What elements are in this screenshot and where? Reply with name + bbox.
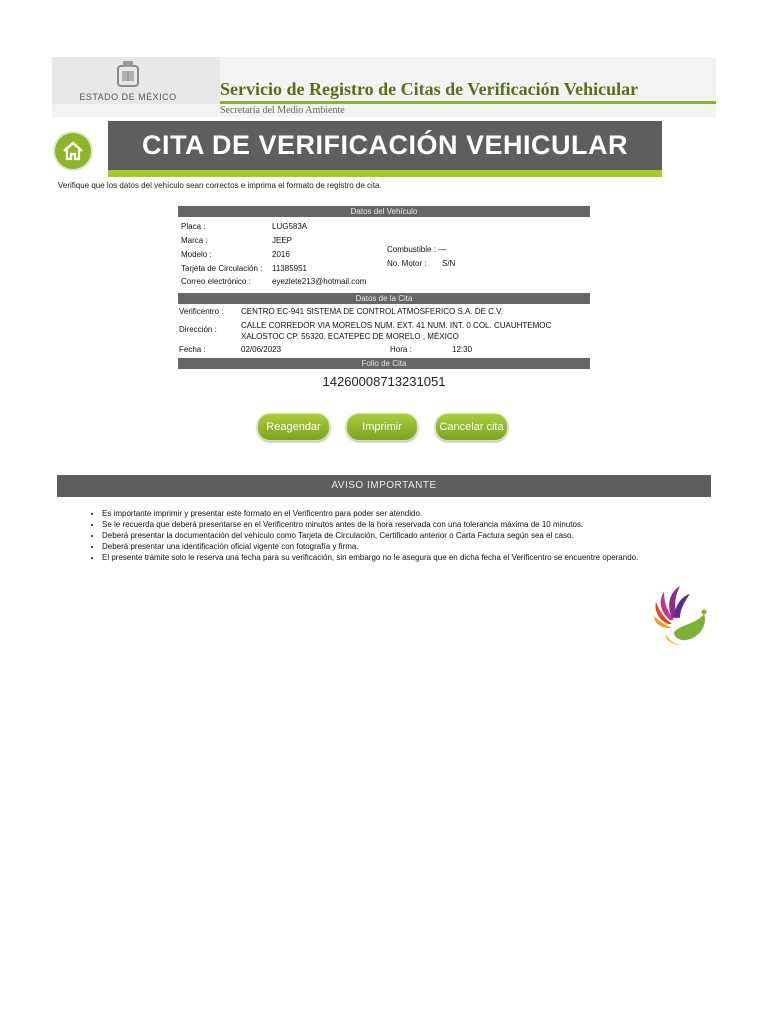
verificentro-label: Verificentro : — [179, 307, 224, 316]
correo-value: eyezlete213@hotmail.com — [272, 277, 367, 286]
banner-title: CITA DE VERIFICACIÓN VEHICULAR — [141, 130, 628, 160]
vehicle-section-heading: Datos del Vehículo — [178, 206, 590, 217]
home-button[interactable] — [53, 131, 93, 171]
list-item: • Se le recuerda que deberá presentarse en el Verificentro minutos antes de la hora reservada con una tolerancia máxima de 10 minutos. — [102, 519, 682, 530]
instructions-text: Verifique que los datos del vehículo sean correctos e imprima el formato de registro de cita. — [58, 181, 382, 190]
cita-section-heading: Datos de la Cita — [178, 293, 590, 304]
correo-label: Correo electrónico : — [181, 277, 251, 286]
home-icon — [61, 139, 85, 163]
hora-label: Hora : — [390, 345, 412, 354]
page-header — [52, 57, 716, 117]
motor-label: No. Motor : — [387, 259, 427, 268]
list-item: • El presente trámite solo le reserva una fecha para su verificación, sin embargo no le asegura que en dicha fecha el Verificentro se encuentre operando. — [102, 552, 682, 563]
page-title: Servicio de Registro de Citas de Verificación Vehicular — [220, 79, 639, 99]
direccion-label: Dirección : — [179, 325, 217, 334]
imprimir-button[interactable]: Imprimir — [346, 413, 418, 441]
placa-label: Placa : — [181, 222, 206, 231]
notice-heading: AVISO IMPORTANTE — [57, 475, 711, 497]
folio-number: 14260008713231051 — [322, 374, 446, 389]
bird-logo-icon — [652, 584, 716, 650]
direccion-value: CALLE CORREDOR VIA MORELOS NUM. EXT. 41 NUM. INT. 0 COL. CUAUHTEMOC XALOSTOC CP. 55320. ECATEPEC DE MORELO , MÉXICO — [241, 321, 552, 341]
motor-value: S/N — [442, 259, 456, 268]
notice-list — [90, 508, 682, 563]
title-banner — [108, 121, 662, 170]
state-name: ESTADO DE MÉXICO — [79, 92, 177, 102]
state-emblem-icon — [114, 60, 142, 90]
list-item: • Deberá presentar la documentación del vehículo como Tarjeta de Circulación, Certificado anterior o Carta Factura según sea el caso. — [102, 530, 682, 541]
marca-value: JEEP — [272, 236, 293, 245]
tarjeta-value: 11385951 — [272, 264, 307, 273]
header-divider — [220, 101, 716, 104]
department-name: Secretaría del Medio Ambiente — [220, 105, 345, 116]
verificentro-value: CENTRO EC-941 SISTEMA DE CONTROL ATMOSFERICO S.A. DE C.V. — [241, 307, 503, 316]
combustible-label: Combustible : — — [387, 245, 447, 254]
hora-value: 12:30 — [452, 345, 473, 354]
state-logo — [52, 57, 220, 104]
folio-section-heading: Folio de Cita — [178, 358, 590, 369]
list-item: • Deberá presentar una identificación oficial vigente con fotografía y firma. — [102, 541, 682, 552]
modelo-label: Modelo : — [181, 250, 212, 259]
modelo-value: 2016 — [272, 250, 290, 259]
placa-value: LUG583A — [272, 222, 308, 231]
fecha-label: Fecha : — [179, 345, 206, 354]
fecha-value: 02/06/2023 — [241, 345, 282, 354]
marca-label: Marca : — [181, 236, 208, 245]
list-item: • Es importante imprimir y presentar este formato en el Verificentro para poder ser atendido. — [102, 508, 682, 519]
reagendar-button[interactable]: Reagendar — [257, 413, 330, 441]
banner-underline — [108, 170, 662, 177]
cancelar-cita-button[interactable]: Cancelar cita — [435, 413, 508, 441]
tarjeta-label: Tarjeta de Circulación : — [181, 264, 263, 273]
